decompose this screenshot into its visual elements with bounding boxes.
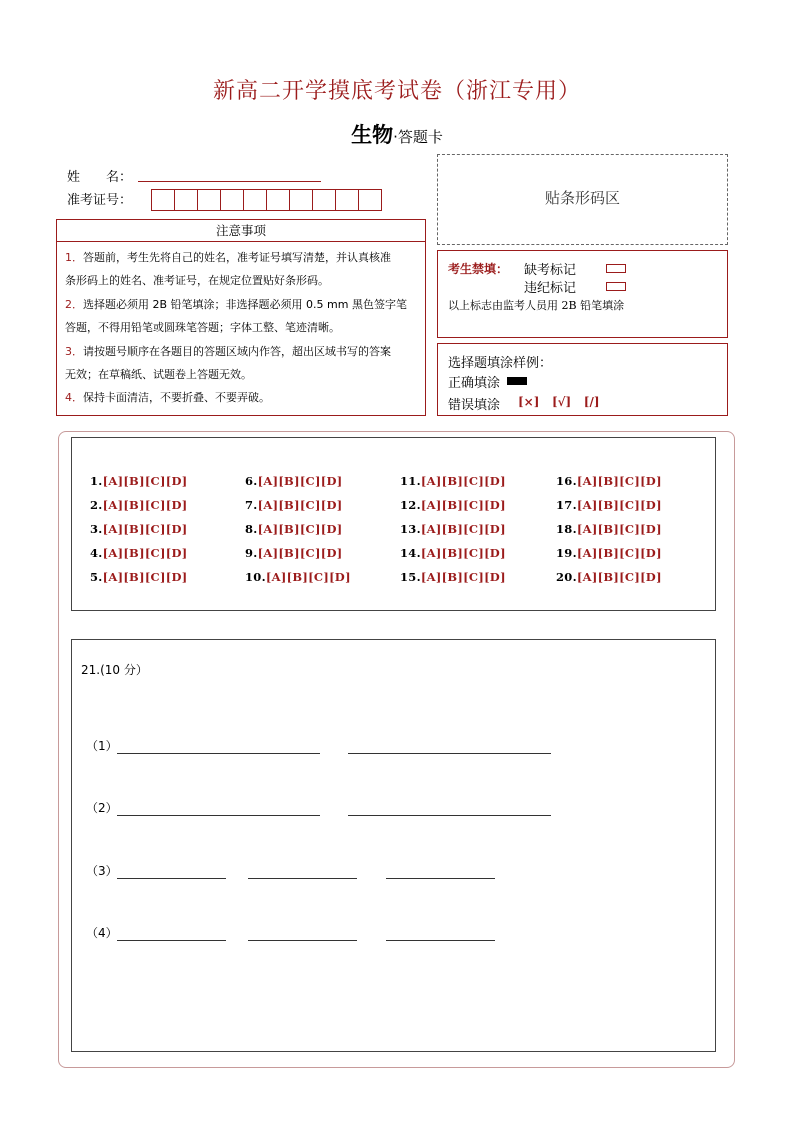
- question-21-heading: 21.(10 分）: [81, 663, 148, 677]
- name-label: 姓 名：: [67, 170, 133, 185]
- answer-options[interactable]: [A][B][C][D]: [265, 570, 351, 584]
- choice-question[interactable]: [90, 474, 188, 488]
- absent-label: 缺考标记: [524, 263, 577, 278]
- absent-mark-box[interactable]: [606, 264, 626, 273]
- notice-heading: 注意事项: [56, 219, 426, 242]
- exam-id-digit-box[interactable]: [266, 189, 290, 211]
- exam-id-digit-box[interactable]: [312, 189, 336, 211]
- choice-question[interactable]: [90, 570, 188, 584]
- answer-options[interactable]: [A][B][C][D]: [257, 498, 343, 512]
- answer-options[interactable]: [A][B][C][D]: [257, 522, 343, 536]
- choice-question[interactable]: [400, 570, 506, 584]
- question-number: 8.: [245, 522, 258, 536]
- question-number: 12.: [400, 498, 421, 512]
- notice-list: [56, 242, 426, 416]
- correct-fill-label: 正确填涂: [448, 376, 501, 391]
- question-number: 7.: [245, 498, 258, 512]
- answer-options[interactable]: [A][B][C][D]: [576, 474, 662, 488]
- exam-id-digit-box[interactable]: [243, 189, 267, 211]
- question-number: 6.: [245, 474, 258, 488]
- choice-question[interactable]: [556, 522, 662, 536]
- question-number: 15.: [400, 570, 421, 584]
- question-number: 2.: [90, 498, 103, 512]
- choice-question[interactable]: [556, 570, 662, 584]
- question-number: 13.: [400, 522, 421, 536]
- answer-options[interactable]: [A][B][C][D]: [420, 546, 506, 560]
- question-number: 16.: [556, 474, 577, 488]
- part-4-blank-1[interactable]: [117, 939, 226, 941]
- exam-id-digit-box[interactable]: [358, 189, 382, 211]
- answer-options[interactable]: [A][B][C][D]: [420, 498, 506, 512]
- barcode-area: 贴条形码区: [437, 154, 728, 245]
- choice-question[interactable]: [90, 522, 188, 536]
- part-3-blank-1[interactable]: [117, 877, 226, 879]
- question-number: 18.: [556, 522, 577, 536]
- part-1-label: （1）: [86, 739, 118, 753]
- subject-heading: [0, 119, 794, 149]
- notice-item-continued: 答题，不得用铅笔或圆珠笔答题；字体工整、笔迹清晰。: [65, 321, 340, 335]
- wrong-fill-label: 错误填涂: [448, 398, 501, 413]
- choice-question[interactable]: [90, 546, 188, 560]
- notice-item: 1．答题前，考生先将自己的姓名，准考证号填写清楚，并认真核准: [65, 251, 391, 264]
- choice-question[interactable]: [245, 498, 343, 512]
- part-4-label: （4）: [86, 926, 118, 940]
- violation-label: 违纪标记: [524, 281, 577, 296]
- part-4-blank-2[interactable]: [248, 939, 357, 941]
- answer-options[interactable]: [A][B][C][D]: [576, 498, 662, 512]
- exam-id-digit-box[interactable]: [335, 189, 359, 211]
- question-number: 14.: [400, 546, 421, 560]
- answer-options[interactable]: [A][B][C][D]: [576, 522, 662, 536]
- question-number: 1.: [90, 474, 103, 488]
- answer-options[interactable]: [A][B][C][D]: [257, 546, 343, 560]
- question-number: 17.: [556, 498, 577, 512]
- ban-panel: [437, 250, 728, 338]
- choice-question[interactable]: [400, 474, 506, 488]
- choice-question[interactable]: [556, 546, 662, 560]
- wrong-fill-samples: [×] [√] [/]: [518, 395, 600, 409]
- notice-item: 4．保持卡面清洁，不要折叠、不要弄破。: [65, 391, 270, 405]
- answer-options[interactable]: [A][B][C][D]: [576, 546, 662, 560]
- exam-id-boxes[interactable]: [151, 189, 381, 211]
- exam-id-digit-box[interactable]: [220, 189, 244, 211]
- question-number: 10.: [245, 570, 266, 584]
- part-3-label: （3）: [86, 864, 118, 878]
- exam-id-digit-box[interactable]: [197, 189, 221, 211]
- answer-options[interactable]: [A][B][C][D]: [257, 474, 343, 488]
- exam-id-digit-box[interactable]: [174, 189, 198, 211]
- choice-question[interactable]: [245, 522, 343, 536]
- question-number: 3.: [90, 522, 103, 536]
- exam-id-digit-box[interactable]: [151, 189, 175, 211]
- answer-options[interactable]: [A][B][C][D]: [102, 546, 188, 560]
- notice-item-continued: 无效；在草稿纸、试题卷上答题无效。: [65, 368, 252, 382]
- question-number: 5.: [90, 570, 103, 584]
- subject-name: 生物: [351, 123, 394, 147]
- multiple-choice-grid: [71, 437, 716, 611]
- choice-question[interactable]: [90, 498, 188, 512]
- question-21-area: [71, 639, 716, 1052]
- question-number: 19.: [556, 546, 577, 560]
- answer-options[interactable]: [A][B][C][D]: [420, 570, 506, 584]
- question-number: 11.: [400, 474, 421, 488]
- choice-question[interactable]: [400, 546, 506, 560]
- answer-options[interactable]: [A][B][C][D]: [102, 498, 188, 512]
- part-1-blank-2[interactable]: [348, 752, 551, 754]
- answer-options[interactable]: [A][B][C][D]: [102, 570, 188, 584]
- choice-question[interactable]: [245, 546, 343, 560]
- answer-options[interactable]: [A][B][C][D]: [102, 474, 188, 488]
- part-1-blank-1[interactable]: [117, 752, 320, 754]
- notice-item-continued: 条形码上的姓名、准考证号，在规定位置贴好条形码。: [65, 274, 329, 288]
- ban-label: 考生禁填：: [448, 262, 509, 276]
- correct-fill-sample: [507, 377, 527, 385]
- choice-question[interactable]: [400, 498, 506, 512]
- question-number: 9.: [245, 546, 258, 560]
- notice-item: 3．请按题号顺序在各题目的答题区域内作答，超出区域书写的答案: [65, 344, 391, 358]
- choice-question[interactable]: [556, 474, 662, 488]
- question-number: 4.: [90, 546, 103, 560]
- example-heading: 选择题填涂样例：: [448, 356, 553, 371]
- fill-example-panel: [437, 343, 728, 416]
- choice-question[interactable]: [400, 522, 506, 536]
- part-2-blank-1[interactable]: [117, 814, 320, 816]
- choice-question[interactable]: [245, 570, 351, 584]
- answer-options[interactable]: [A][B][C][D]: [420, 474, 506, 488]
- choice-question[interactable]: [245, 474, 343, 488]
- exam-id-label: 准考证号：: [67, 193, 133, 208]
- part-2-blank-2[interactable]: [348, 814, 551, 816]
- notice-item: 2．选择题必须用 2B 铅笔填涂；非选择题必须用 0.5 mm 黑色签字笔: [65, 297, 407, 311]
- answer-options[interactable]: [A][B][C][D]: [102, 522, 188, 536]
- question-number: 20.: [556, 570, 577, 584]
- part-2-label: （2）: [86, 801, 118, 815]
- name-field[interactable]: [138, 180, 321, 182]
- violation-mark-box[interactable]: [606, 282, 626, 291]
- ban-note: 以上标志由监考人员用 2B 铅笔填涂: [448, 299, 625, 312]
- exam-id-digit-box[interactable]: [289, 189, 313, 211]
- subject-suffix: ·答题卡: [393, 128, 443, 146]
- answer-options[interactable]: [A][B][C][D]: [576, 570, 662, 584]
- answer-options[interactable]: [A][B][C][D]: [420, 522, 506, 536]
- part-3-blank-2[interactable]: [248, 877, 357, 879]
- part-4-blank-3[interactable]: [386, 939, 495, 941]
- part-3-blank-3[interactable]: [386, 877, 495, 879]
- choice-question[interactable]: [556, 498, 662, 512]
- page-title: 新高二开学摸底考试卷（浙江专用）: [212, 79, 581, 104]
